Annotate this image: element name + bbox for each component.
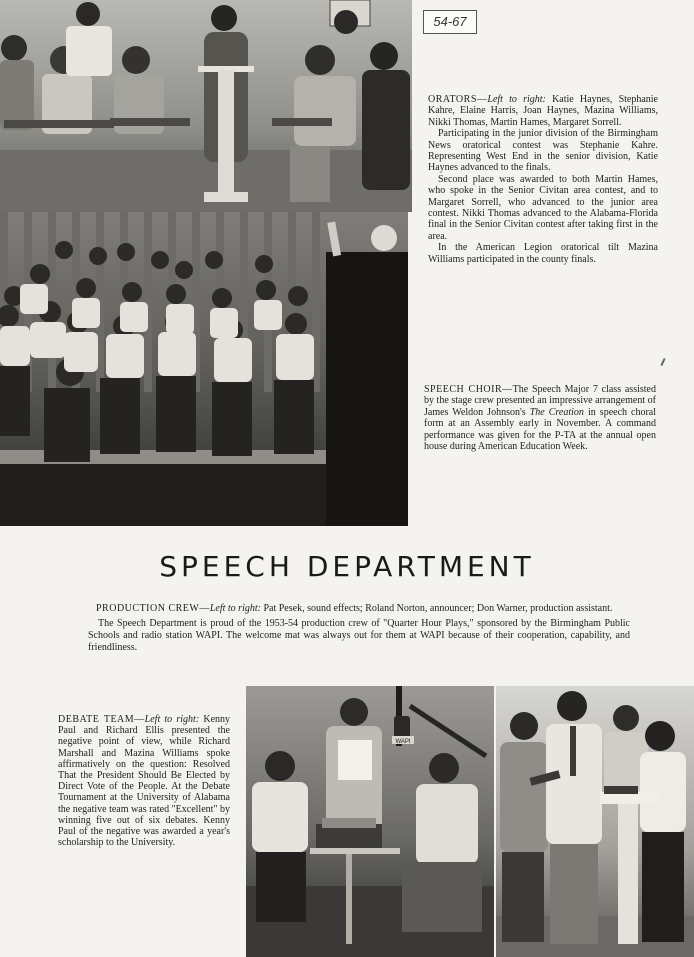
speech-choir-caption	[424, 384, 656, 452]
orators-photo	[0, 0, 412, 212]
production-crew-intro: Left to right:	[209, 603, 261, 614]
production-crew-photo	[246, 686, 494, 957]
debate-team-intro: Left to right:	[144, 714, 200, 725]
production-crew-paragraph: The Speech Department is proud of the 1953-54 production crew of "Quarter Hour Plays," sponsored by the Birmingham Public Schools and radio station WAPI. The welcome mat was always out for them at WAPI because of their cooperation, capability, and friendliness.	[88, 618, 630, 653]
debate-team-text: Kenny Paul and Richard Ellis presented the negative point of view, while Richard Marshall and Mazina Williams spoke affirmatively on the question: Resolved That the President Should Be Elected by Direct Vote of the People. At the Debate Tournament at the University of Alabama the negative team was rated "Excellent" by winning five out of six debates. Kenny Paul of the negative was awarded a year's scholarship to the University.	[58, 714, 231, 849]
production-crew-heading: PRODUCTION CREW—	[96, 603, 210, 614]
orators-paragraph: In the American Legion oratorical tilt Mazina Williams participated in the county finals.	[428, 242, 658, 265]
margin-mark	[660, 358, 665, 366]
orators-names: Katie Haynes, Stephanie Kahre, Elaine Harris, Joan Haynes, Mazina Williams, Nikki Thomas, Martin Hames, Margaret Sorrell.	[428, 94, 658, 128]
debate-team-photo	[496, 686, 694, 957]
speech-choir-heading: SPEECH CHOIR—	[424, 384, 513, 395]
speech-choir-text-before: The Speech Major 7 class assisted by the stage crew presented an impressive arrangement of James Weldon Johnson's	[424, 384, 656, 418]
speech-choir-photo	[0, 212, 408, 526]
orators-intro: Left to right:	[487, 94, 546, 105]
page-title: SPEECH DEPARTMENT	[159, 550, 535, 583]
production-crew-names: Pat Pesek, sound effects; Roland Norton, announcer; Don Warner, production assistant.	[263, 603, 613, 614]
orators-paragraph: Second place was awarded to both Martin Hames, who spoke in the Senior Civitan area contest, and to Margaret Sorrell, who advanced to the junior area contest. Nikki Thomas advanced to the Alabama-Florida final in the Senior Civitan contest after taking first in the area.	[428, 173, 658, 242]
debate-team-heading: DEBATE TEAM—	[58, 714, 145, 725]
orators-names-paragraph	[428, 94, 658, 128]
orators-paragraph: Participating in the junior division of the Birmingham News oratorical contest was Stephanie Kahre. Representing West End in the senior division, Katie Haynes advanced to the finals.	[428, 128, 658, 174]
orators-heading: ORATORS—	[428, 94, 488, 105]
mic-label: WAPI	[395, 739, 411, 745]
page-reference-label: 54-67	[423, 10, 477, 34]
speech-choir-work-title: The Creation	[529, 406, 584, 418]
production-crew-block	[88, 603, 630, 657]
debate-team-caption	[58, 714, 230, 848]
speech-choir-text-after: in speech choral form at an Assembly early in November. A command performance was given for the P-TA at the annual open house during American Education Week.	[424, 406, 657, 453]
orators-caption	[428, 94, 658, 265]
